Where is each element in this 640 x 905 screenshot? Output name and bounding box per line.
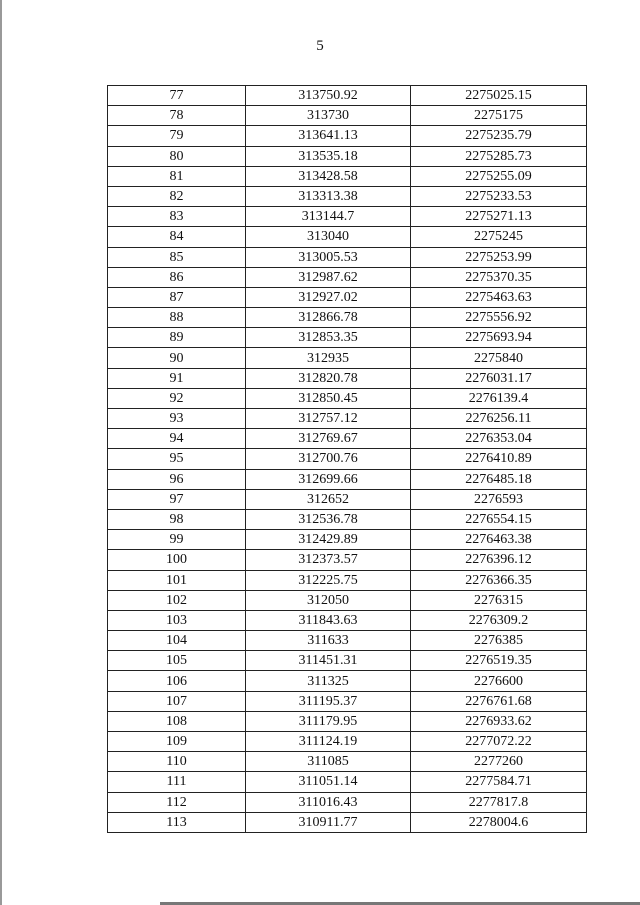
table-row bbox=[108, 651, 587, 671]
point-number-cell: 102 bbox=[108, 590, 246, 610]
x-coordinate-cell: 312820.78 bbox=[246, 368, 411, 388]
point-number-cell: 86 bbox=[108, 267, 246, 287]
x-coordinate-cell: 312927.02 bbox=[246, 287, 411, 307]
point-number-cell: 105 bbox=[108, 651, 246, 671]
x-coordinate-cell: 311016.43 bbox=[246, 792, 411, 812]
x-coordinate-cell: 313750.92 bbox=[246, 86, 411, 106]
x-coordinate-cell: 313005.53 bbox=[246, 247, 411, 267]
coordinates-table-body bbox=[108, 86, 587, 833]
point-number-cell: 111 bbox=[108, 772, 246, 792]
x-coordinate-cell: 313535.18 bbox=[246, 146, 411, 166]
table-row bbox=[108, 166, 587, 186]
table-row bbox=[108, 489, 587, 509]
point-number-cell: 112 bbox=[108, 792, 246, 812]
y-coordinate-cell: 2276600 bbox=[411, 671, 587, 691]
y-coordinate-cell: 2278004.6 bbox=[411, 812, 587, 832]
point-number-cell: 93 bbox=[108, 409, 246, 429]
table-row bbox=[108, 590, 587, 610]
point-number-cell: 84 bbox=[108, 227, 246, 247]
scan-left-edge bbox=[0, 0, 2, 905]
x-coordinate-cell: 311195.37 bbox=[246, 691, 411, 711]
table-row bbox=[108, 287, 587, 307]
point-number-cell: 100 bbox=[108, 550, 246, 570]
table-row bbox=[108, 227, 587, 247]
x-coordinate-cell: 312429.89 bbox=[246, 530, 411, 550]
point-number-cell: 88 bbox=[108, 308, 246, 328]
table-row bbox=[108, 570, 587, 590]
x-coordinate-cell: 313144.7 bbox=[246, 207, 411, 227]
y-coordinate-cell: 2276396.12 bbox=[411, 550, 587, 570]
y-coordinate-cell: 2275253.99 bbox=[411, 247, 587, 267]
point-number-cell: 101 bbox=[108, 570, 246, 590]
y-coordinate-cell: 2276139.4 bbox=[411, 388, 587, 408]
table-row bbox=[108, 186, 587, 206]
y-coordinate-cell: 2276256.11 bbox=[411, 409, 587, 429]
y-coordinate-cell: 2277817.8 bbox=[411, 792, 587, 812]
coordinates-table bbox=[107, 85, 587, 833]
x-coordinate-cell: 312935 bbox=[246, 348, 411, 368]
table-row bbox=[108, 146, 587, 166]
y-coordinate-cell: 2276463.38 bbox=[411, 530, 587, 550]
point-number-cell: 104 bbox=[108, 631, 246, 651]
table-row bbox=[108, 86, 587, 106]
y-coordinate-cell: 2275235.79 bbox=[411, 126, 587, 146]
table-row bbox=[108, 792, 587, 812]
table-row bbox=[108, 469, 587, 489]
table-row bbox=[108, 308, 587, 328]
y-coordinate-cell: 2276410.89 bbox=[411, 449, 587, 469]
table-row bbox=[108, 530, 587, 550]
point-number-cell: 103 bbox=[108, 610, 246, 630]
point-number-cell: 85 bbox=[108, 247, 246, 267]
point-number-cell: 110 bbox=[108, 752, 246, 772]
x-coordinate-cell: 313428.58 bbox=[246, 166, 411, 186]
x-coordinate-cell: 312652 bbox=[246, 489, 411, 509]
x-coordinate-cell: 312853.35 bbox=[246, 328, 411, 348]
table-row bbox=[108, 126, 587, 146]
table-row bbox=[108, 267, 587, 287]
table-row bbox=[108, 409, 587, 429]
y-coordinate-cell: 2275233.53 bbox=[411, 186, 587, 206]
point-number-cell: 91 bbox=[108, 368, 246, 388]
y-coordinate-cell: 2275255.09 bbox=[411, 166, 587, 186]
y-coordinate-cell: 2275285.73 bbox=[411, 146, 587, 166]
point-number-cell: 98 bbox=[108, 509, 246, 529]
x-coordinate-cell: 312769.67 bbox=[246, 429, 411, 449]
table-row bbox=[108, 732, 587, 752]
table-row bbox=[108, 449, 587, 469]
x-coordinate-cell: 310911.77 bbox=[246, 812, 411, 832]
point-number-cell: 81 bbox=[108, 166, 246, 186]
y-coordinate-cell: 2276385 bbox=[411, 631, 587, 651]
y-coordinate-cell: 2276031.17 bbox=[411, 368, 587, 388]
table-row bbox=[108, 207, 587, 227]
y-coordinate-cell: 2275463.63 bbox=[411, 287, 587, 307]
page-number: 5 bbox=[316, 38, 324, 54]
x-coordinate-cell: 312050 bbox=[246, 590, 411, 610]
y-coordinate-cell: 2275693.94 bbox=[411, 328, 587, 348]
point-number-cell: 79 bbox=[108, 126, 246, 146]
x-coordinate-cell: 313730 bbox=[246, 106, 411, 126]
y-coordinate-cell: 2275840 bbox=[411, 348, 587, 368]
point-number-cell: 96 bbox=[108, 469, 246, 489]
y-coordinate-cell: 2276554.15 bbox=[411, 509, 587, 529]
point-number-cell: 77 bbox=[108, 86, 246, 106]
table-row bbox=[108, 247, 587, 267]
y-coordinate-cell: 2276485.18 bbox=[411, 469, 587, 489]
point-number-cell: 94 bbox=[108, 429, 246, 449]
y-coordinate-cell: 2276761.68 bbox=[411, 691, 587, 711]
point-number-cell: 90 bbox=[108, 348, 246, 368]
x-coordinate-cell: 312987.62 bbox=[246, 267, 411, 287]
x-coordinate-cell: 313641.13 bbox=[246, 126, 411, 146]
point-number-cell: 78 bbox=[108, 106, 246, 126]
y-coordinate-cell: 2276519.35 bbox=[411, 651, 587, 671]
point-number-cell: 82 bbox=[108, 186, 246, 206]
y-coordinate-cell: 2275271.13 bbox=[411, 207, 587, 227]
x-coordinate-cell: 311051.14 bbox=[246, 772, 411, 792]
y-coordinate-cell: 2276309.2 bbox=[411, 610, 587, 630]
x-coordinate-cell: 311451.31 bbox=[246, 651, 411, 671]
y-coordinate-cell: 2275370.35 bbox=[411, 267, 587, 287]
point-number-cell: 83 bbox=[108, 207, 246, 227]
x-coordinate-cell: 312866.78 bbox=[246, 308, 411, 328]
point-number-cell: 99 bbox=[108, 530, 246, 550]
y-coordinate-cell: 2277072.22 bbox=[411, 732, 587, 752]
x-coordinate-cell: 311325 bbox=[246, 671, 411, 691]
point-number-cell: 109 bbox=[108, 732, 246, 752]
table-row bbox=[108, 772, 587, 792]
y-coordinate-cell: 2277584.71 bbox=[411, 772, 587, 792]
x-coordinate-cell: 311124.19 bbox=[246, 732, 411, 752]
table-row bbox=[108, 752, 587, 772]
y-coordinate-cell: 2276353.04 bbox=[411, 429, 587, 449]
table-row bbox=[108, 631, 587, 651]
table-row bbox=[108, 348, 587, 368]
table-row bbox=[108, 671, 587, 691]
table-row bbox=[108, 509, 587, 529]
x-coordinate-cell: 312757.12 bbox=[246, 409, 411, 429]
point-number-cell: 92 bbox=[108, 388, 246, 408]
y-coordinate-cell: 2275245 bbox=[411, 227, 587, 247]
x-coordinate-cell: 311633 bbox=[246, 631, 411, 651]
table-row bbox=[108, 328, 587, 348]
table-row bbox=[108, 429, 587, 449]
table-row bbox=[108, 388, 587, 408]
y-coordinate-cell: 2275025.15 bbox=[411, 86, 587, 106]
table-row bbox=[108, 368, 587, 388]
x-coordinate-cell: 313040 bbox=[246, 227, 411, 247]
point-number-cell: 80 bbox=[108, 146, 246, 166]
table-row bbox=[108, 106, 587, 126]
y-coordinate-cell: 2276315 bbox=[411, 590, 587, 610]
y-coordinate-cell: 2276366.35 bbox=[411, 570, 587, 590]
x-coordinate-cell: 312699.66 bbox=[246, 469, 411, 489]
y-coordinate-cell: 2277260 bbox=[411, 752, 587, 772]
table-row bbox=[108, 691, 587, 711]
point-number-cell: 95 bbox=[108, 449, 246, 469]
table-row bbox=[108, 711, 587, 731]
x-coordinate-cell: 312700.76 bbox=[246, 449, 411, 469]
point-number-cell: 106 bbox=[108, 671, 246, 691]
y-coordinate-cell: 2275556.92 bbox=[411, 308, 587, 328]
x-coordinate-cell: 312373.57 bbox=[246, 550, 411, 570]
x-coordinate-cell: 313313.38 bbox=[246, 186, 411, 206]
y-coordinate-cell: 2275175 bbox=[411, 106, 587, 126]
y-coordinate-cell: 2276593 bbox=[411, 489, 587, 509]
x-coordinate-cell: 311179.95 bbox=[246, 711, 411, 731]
table-row bbox=[108, 550, 587, 570]
y-coordinate-cell: 2276933.62 bbox=[411, 711, 587, 731]
x-coordinate-cell: 311085 bbox=[246, 752, 411, 772]
x-coordinate-cell: 312536.78 bbox=[246, 509, 411, 529]
table-row bbox=[108, 610, 587, 630]
point-number-cell: 87 bbox=[108, 287, 246, 307]
point-number-cell: 107 bbox=[108, 691, 246, 711]
x-coordinate-cell: 312225.75 bbox=[246, 570, 411, 590]
x-coordinate-cell: 311843.63 bbox=[246, 610, 411, 630]
point-number-cell: 97 bbox=[108, 489, 246, 509]
table-row bbox=[108, 812, 587, 832]
x-coordinate-cell: 312850.45 bbox=[246, 388, 411, 408]
point-number-cell: 113 bbox=[108, 812, 246, 832]
point-number-cell: 89 bbox=[108, 328, 246, 348]
point-number-cell: 108 bbox=[108, 711, 246, 731]
